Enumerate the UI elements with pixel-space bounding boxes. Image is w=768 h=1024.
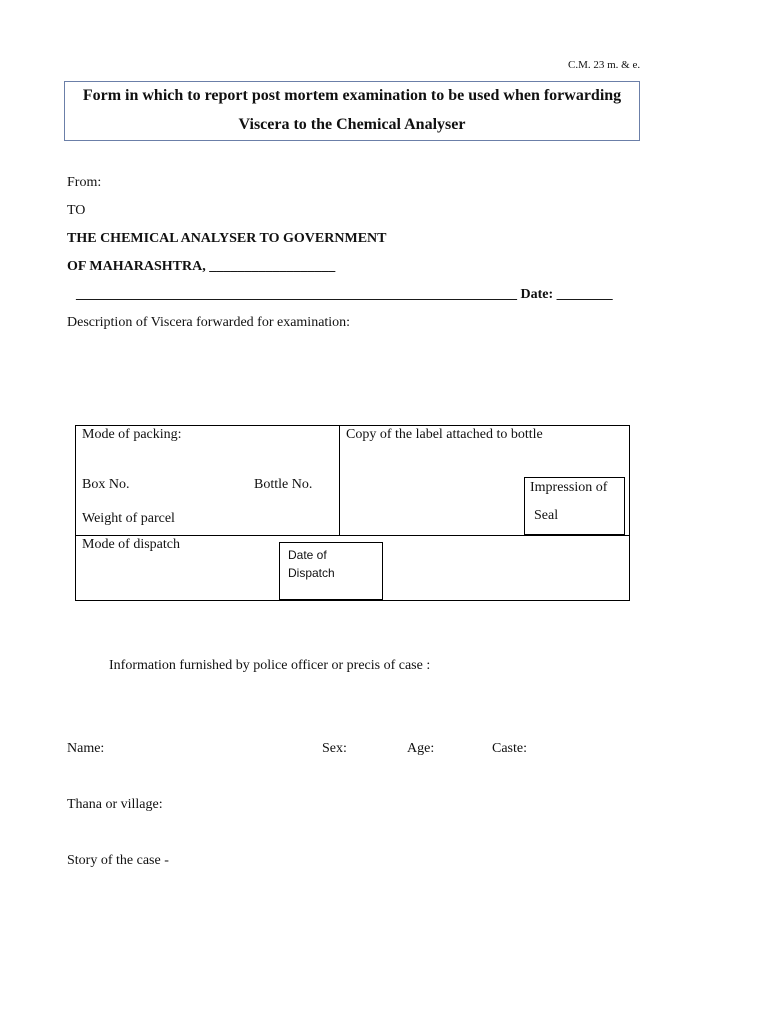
- table-divider-vertical: [339, 426, 340, 536]
- story-of-case-label: Story of the case -: [67, 853, 169, 868]
- copy-of-label-label: Copy of the label attached to bottle: [346, 427, 543, 442]
- sex-label: Sex:: [322, 741, 347, 756]
- seal-impression-box: [524, 477, 625, 535]
- bottle-no-label: Bottle No.: [254, 477, 313, 492]
- seal-box-label-line-1: Impression of: [530, 480, 608, 495]
- caste-label: Caste:: [492, 741, 527, 756]
- age-label: Age:: [407, 741, 435, 756]
- form-code: C.M. 23 m. & e.: [568, 59, 641, 71]
- mode-of-packing-label: Mode of packing:: [82, 427, 182, 442]
- dispatch-box-label-line-1: Date of: [288, 548, 327, 562]
- police-info-label: Information furnished by police officer or precis of case :: [109, 658, 431, 673]
- viscera-description-label: Description of Viscera forwarded for examination:: [67, 315, 351, 330]
- box-no-label: Box No.: [82, 477, 130, 492]
- recipient-line-2: OF MAHARASHTRA, __________________: [67, 259, 336, 274]
- form-title-line-1: Form in which to report post mortem examination to be used when forwarding: [82, 87, 622, 104]
- mode-of-dispatch-label: Mode of dispatch: [82, 537, 180, 552]
- from-label: From:: [67, 175, 102, 190]
- form-title-line-2: Viscera to the Chemical Analyser: [238, 116, 466, 133]
- form-title-box: [64, 81, 640, 141]
- weight-of-parcel-label: Weight of parcel: [82, 511, 175, 526]
- thana-or-village-label: Thana or village:: [67, 797, 163, 812]
- seal-box-label-line-2: Seal: [534, 508, 559, 523]
- recipient-line-1: THE CHEMICAL ANALYSER TO GOVERNMENT: [67, 231, 387, 246]
- name-label: Name:: [67, 741, 105, 756]
- to-label: TO: [67, 203, 86, 218]
- dispatch-box-label-line-2: Dispatch: [288, 566, 335, 580]
- date-line: _______________________________________________________________ Date: ________: [76, 287, 613, 302]
- date-of-dispatch-box: [279, 542, 383, 600]
